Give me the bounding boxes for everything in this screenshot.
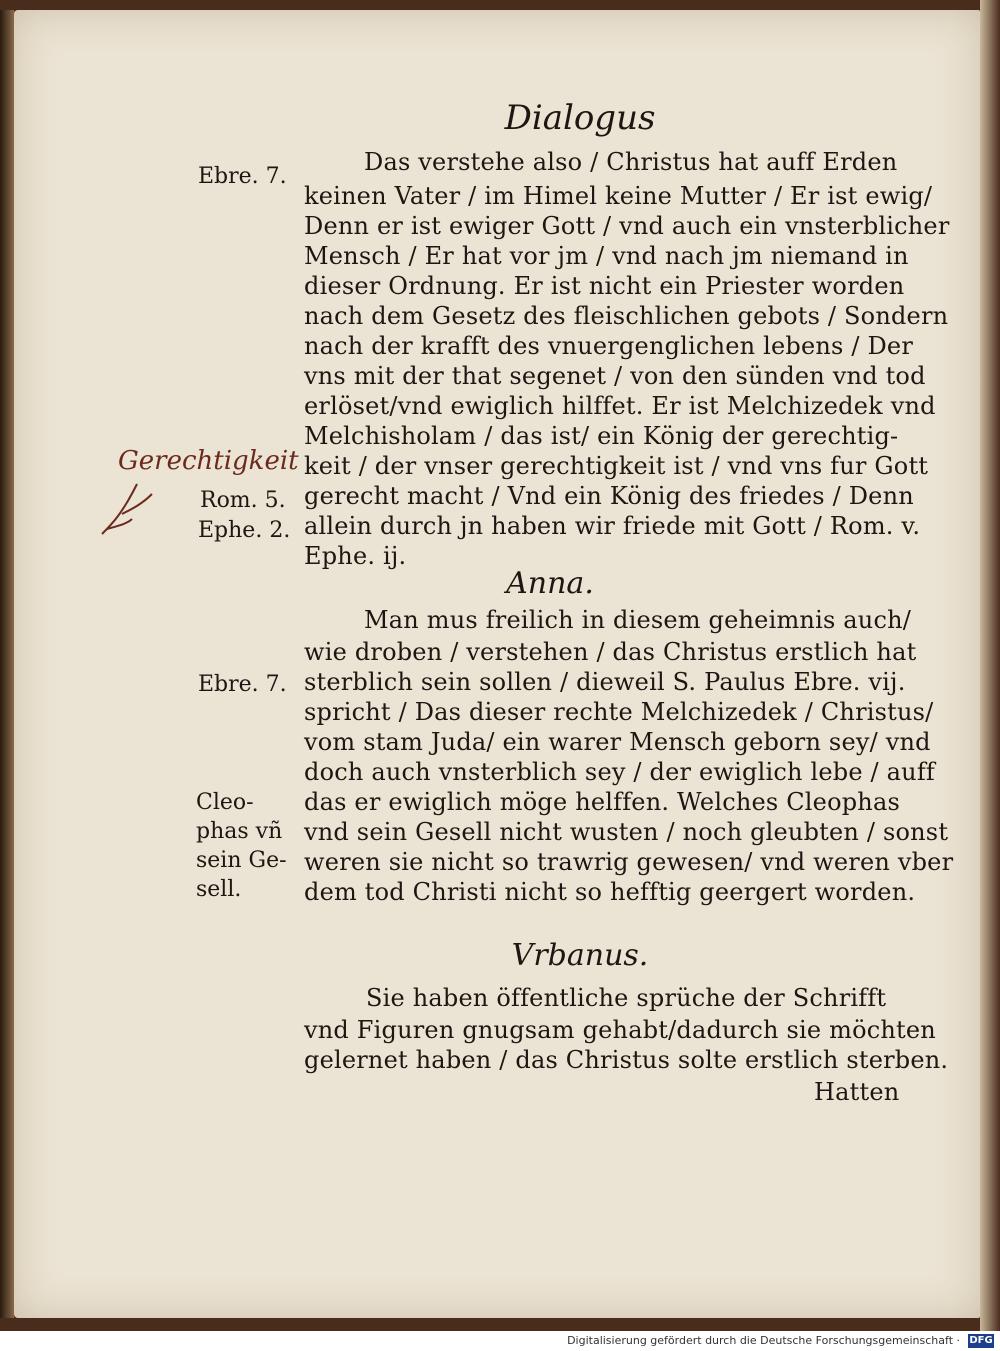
body-line: doch auch vnsterblich sey / der ewiglich lebe / auff xyxy=(304,758,936,786)
body-line: erlöset/vnd ewiglich hilffet. Er ist Melchizedek vnd xyxy=(304,392,936,420)
handwritten-marginalia: Gerechtigkeit xyxy=(118,446,299,476)
body-line: vom stam Juda/ ein warer Mensch geborn sey/ vnd xyxy=(304,728,931,756)
body-line: gelernet haben / das Christus solte erstlich sterben. xyxy=(304,1046,949,1074)
body-line: vnd Figuren gnugsam gehabt/dadurch sie möchten xyxy=(304,1016,936,1044)
speaker-heading-anna: Anna. xyxy=(506,566,594,601)
body-line: sterblich sein sollen / dieweil S. Paulus Ebre. vij. xyxy=(304,668,906,696)
body-line: dem tod Christi nicht so hefftig geergert worden. xyxy=(304,878,916,906)
body-line: vnd sein Gesell nicht wusten / noch gleubten / sonst xyxy=(304,818,949,846)
dfg-logo: DFG xyxy=(969,1335,993,1346)
body-line: wie droben / verstehen / das Christus erstlich hat xyxy=(304,638,917,666)
body-line: spricht / Das dieser rechte Melchizedek / Christus/ xyxy=(304,698,934,726)
running-header: Dialogus xyxy=(504,98,656,138)
margin-note-cleophas xyxy=(196,788,287,904)
margin-ref-rom: Rom. 5. xyxy=(200,488,286,513)
margin-ref-ephe: Ephe. 2. xyxy=(198,518,291,543)
funding-notice: Digitalisierung gefördert durch die Deutsche Forschungsgemeinschaft · xyxy=(567,1334,960,1347)
catchword: Hatten xyxy=(814,1078,900,1106)
body-line: Mensch / Er hat vor jm / vnd nach jm niemand in xyxy=(304,242,909,270)
speaker-heading-urbanus: Vrbanus. xyxy=(511,938,649,973)
body-line: weren sie nicht so trawrig gewesen/ vnd weren vber xyxy=(304,848,954,876)
body-line: allein durch jn haben wir friede mit Gott / Rom. v. xyxy=(304,512,921,540)
margin-note-line: phas vñ xyxy=(196,819,283,844)
body-line: nach dem Gesetz des fleischlichen gebots / Sondern xyxy=(304,302,949,330)
margin-note-line: sell. xyxy=(196,877,242,902)
margin-ref-ebre-2: Ebre. 7. xyxy=(198,672,287,697)
footer-bar xyxy=(0,1331,1000,1351)
body-line: gerecht macht / Vnd ein König des friedes / Denn xyxy=(304,482,914,510)
body-line: keinen Vater / im Himel keine Mutter / Er ist ewig/ xyxy=(304,182,933,210)
body-line: vns mit der that segenet / von den sünden vnd tod xyxy=(304,362,926,390)
binding-edge xyxy=(0,10,14,1318)
body-line: keit / der vnser gerechtigkeit ist / vnd vns fur Gott xyxy=(304,452,929,480)
body-line: dieser Ordnung. Er ist nicht ein Priester worden xyxy=(304,272,905,300)
body-line: Melchisholam / das ist/ ein König der gerechtig- xyxy=(304,422,899,450)
body-line: Sie haben öffentliche sprüche der Schrifft xyxy=(366,984,887,1012)
margin-ref-ebre-1: Ebre. 7. xyxy=(198,164,287,189)
margin-note-line: sein Ge- xyxy=(196,848,287,873)
margin-note-line: Cleo- xyxy=(196,790,254,815)
body-line: Das verstehe also / Christus hat auff Erden xyxy=(364,148,898,176)
body-line: nach der krafft des vnuergenglichen lebens / Der xyxy=(304,332,913,360)
manicule-icon xyxy=(92,474,162,544)
page-edge xyxy=(980,0,1000,1331)
body-line: Ephe. ij. xyxy=(304,542,407,570)
body-line: Man mus freilich in diesem geheimnis auch/ xyxy=(364,606,912,634)
body-line: das er ewiglich möge helffen. Welches Cleophas xyxy=(304,788,900,816)
body-line: Denn er ist ewiger Gott / vnd auch ein vnsterblicher xyxy=(304,212,950,240)
